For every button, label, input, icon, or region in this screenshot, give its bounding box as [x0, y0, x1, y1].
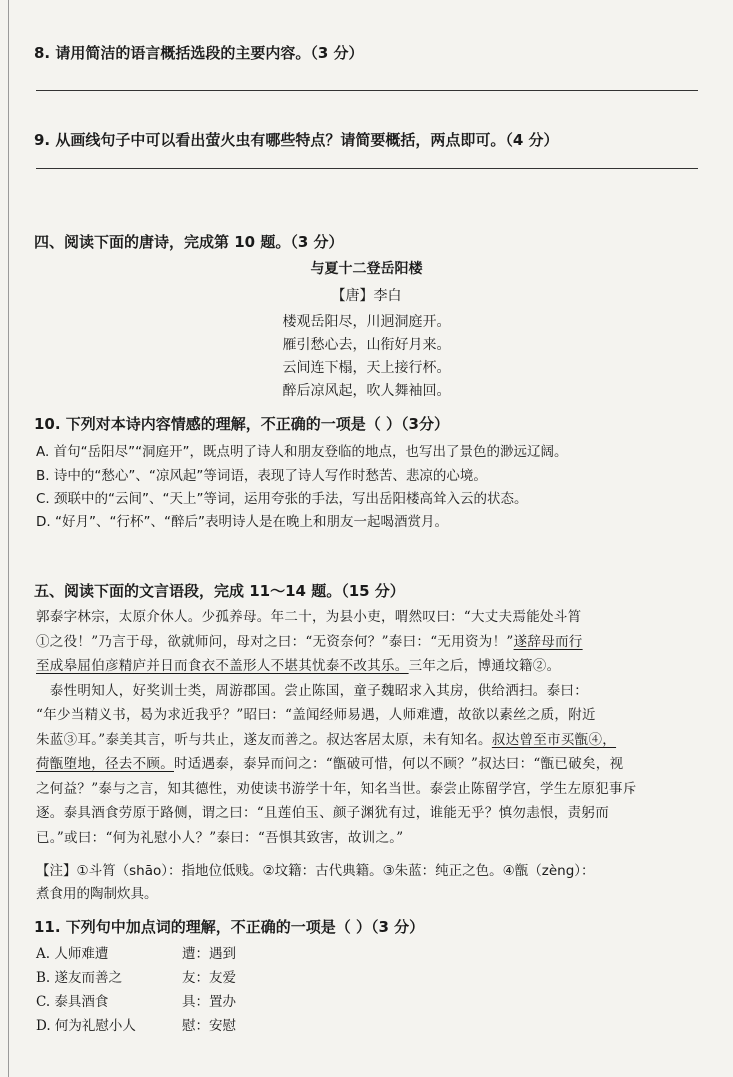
- passage-text: 逐。泰具酒食劳原于路侧，谓之曰：“且莲伯玉、颜子渊犹有过，谁能无乎？慎勿恚恨，责躬而: [36, 805, 609, 821]
- passage-text: 时适遇泰，泰异而问之：“甑破可惜，何以不顾？”叔达曰：“甑已破矣，视: [174, 756, 624, 772]
- question-8: 8. 请用简洁的语言概括选段的主要内容。（3 分）: [34, 44, 364, 62]
- passage-line: [36, 679, 588, 699]
- passage-line: [36, 654, 560, 674]
- q11-item-b: B. 遂友而善之: [36, 970, 123, 986]
- poem-line: 雁引愁心去，山衔好月来。: [282, 337, 451, 353]
- q10-option-b: B. 诗中的“愁心”、“凉风起”等词语，表现了诗人写作时愁苦、悲凉的心境。: [36, 468, 487, 484]
- passage-line: [36, 728, 616, 748]
- q11-gloss-a: 遭：遇到: [182, 946, 236, 962]
- passage-text: 朱蓝③耳。”泰美其言，听与共止，遂友而善之。叔达客居太原，未有知名。: [36, 731, 492, 748]
- question-11-stem: 11. 下列句中加点词的理解，不正确的一项是（ ）（3 分）: [34, 918, 425, 936]
- q11-gloss-d: 慰：安慰: [182, 1018, 236, 1034]
- answer-line-q8: [36, 90, 698, 91]
- passage-line: [36, 703, 596, 723]
- underlined-sentence: 叔达曾至市买甑④，: [491, 731, 617, 748]
- answer-line-q9: [36, 168, 698, 169]
- poem-line: 楼观岳阳尽，川迥洞庭开。: [282, 314, 451, 330]
- passage-text: 之何益？”泰与之言，知其德性，劝使读书游学十年，知名当世。泰尝止陈留学宫，学生左原犯事斥: [36, 780, 637, 797]
- q10-option-d: D. “好月”、“行杯”、“醉后”表明诗人是在晚上和朋友一起喝酒赏月。: [36, 514, 448, 530]
- section-5-heading: 五、阅读下面的文言语段，完成 11～14 题。（15 分）: [34, 582, 405, 600]
- q11-item-a: A. 人师难遭: [36, 946, 109, 962]
- passage-line: [36, 630, 583, 650]
- passage-text: “年少当精义书，曷为求近我乎？”昭曰：“盖闻经师易遇，人师难遭，故欲以素丝之质，附近: [36, 707, 596, 723]
- passage-line: [36, 777, 637, 797]
- underlined-sentence: 遂辞母而行: [513, 633, 583, 650]
- page-edge-line: [8, 0, 9, 1077]
- q11-gloss-c: 具：置办: [182, 994, 236, 1010]
- poem-line: 醉后凉风起，吹人舞袖回。: [282, 383, 451, 399]
- q10-option-c: C. 颈联中的“云间”、“天上”等词，运用夸张的手法，写出岳阳楼高耸入云的状态。: [36, 491, 528, 507]
- passage-line: [36, 801, 609, 821]
- section-4-heading: 四、阅读下面的唐诗，完成第 10 题。（3 分）: [34, 233, 344, 251]
- passage-text: 郭泰字林宗，太原介休人。少孤养母。年二十，为县小吏，喟然叹曰：“大丈夫焉能处斗筲: [36, 609, 582, 625]
- passage-line: [36, 752, 623, 772]
- note-line-2: 煮食用的陶制炊具。: [36, 886, 158, 902]
- poem-author: 【唐】李白: [331, 288, 402, 304]
- passage-line: [36, 826, 404, 846]
- note-line-1: 【注】①斗筲（shāo）：指地位低贱。②坟籍：古代典籍。③朱蓝：纯正之色。④甑（zèng）：: [36, 863, 595, 879]
- poem-title: 与夏十二登岳阳楼: [310, 261, 423, 277]
- q11-item-c: C. 泰具酒食: [36, 994, 109, 1010]
- question-9: 9. 从画线句子中可以看出萤火虫有哪些特点？请简要概括，两点即可。（4 分）: [34, 131, 559, 149]
- question-10-stem: 10. 下列对本诗内容情感的理解，不正确的一项是（ ）（3分）: [34, 415, 449, 433]
- passage-text: 已。”或曰：“何为礼慰小人？”泰曰：“吾惧其致害，故训之。”: [36, 829, 404, 846]
- passage-text: 三年之后，博通坟籍②。: [408, 658, 561, 674]
- underlined-sentence: 至成皋屈伯彦精庐并日而食衣不盖形人不堪其忧泰不改其乐。: [36, 658, 409, 674]
- passage-text: ①之役！”乃言于母，欲就师问，母对之曰：“无资奈何？”泰曰：“无用资为！”: [36, 633, 514, 650]
- passage-text: 泰性明知人，好奖训士类，周游郡国。尝止陈国，童子魏昭求入其房，供给洒扫。泰曰：: [36, 682, 588, 699]
- q11-item-d: D. 何为礼慰小人: [36, 1018, 136, 1034]
- q10-option-a: A. 首句“岳阳尽”“洞庭开”，既点明了诗人和朋友登临的地点，也写出了景色的渺远辽阔。: [36, 444, 568, 460]
- q11-gloss-b: 友：友爱: [182, 970, 236, 986]
- passage-line: [36, 605, 581, 625]
- underlined-sentence: 荷甑堕地，径去不顾。: [36, 756, 174, 772]
- poem-line: 云间连下榻，天上接行杯。: [282, 360, 451, 376]
